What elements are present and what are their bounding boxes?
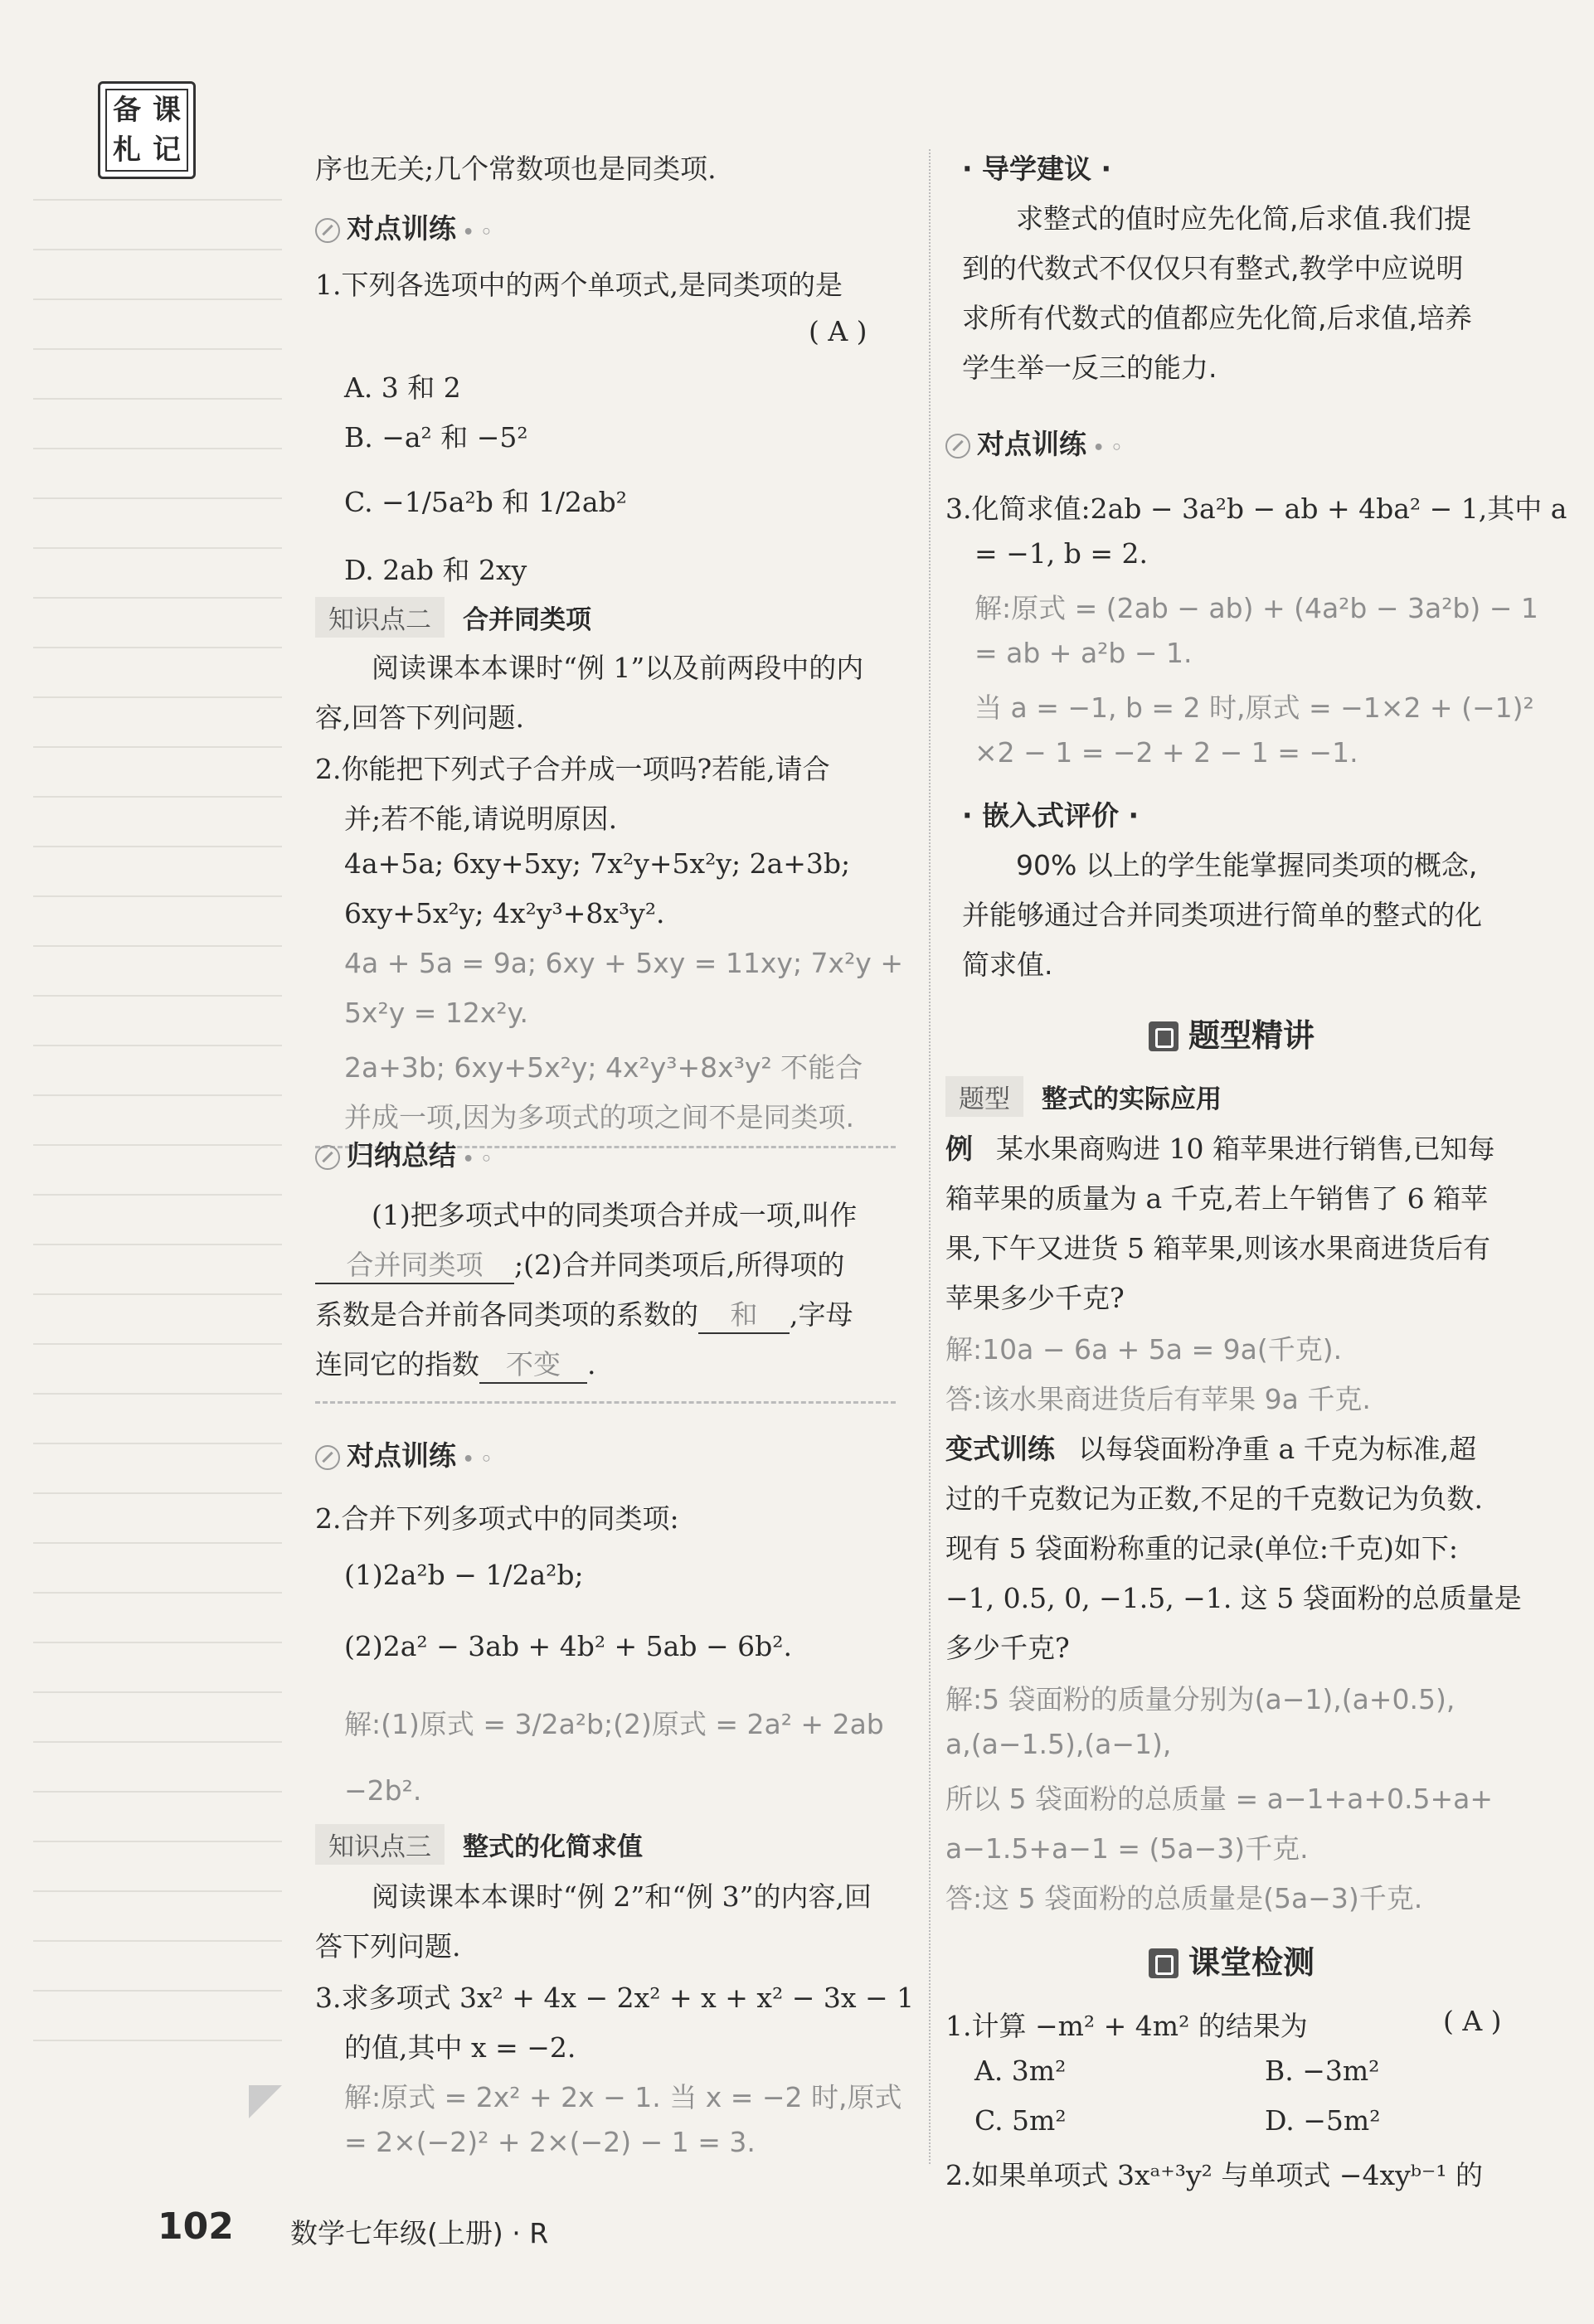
margin-line	[33, 647, 282, 648]
option-a: A. 3 和 2	[344, 371, 461, 404]
example-answer-1: 解:10a − 6a + 5a = 9a(千克).	[945, 1333, 1343, 1366]
question-1-answer: ( A )	[809, 315, 867, 347]
variant-line-5: 多少千克?	[945, 1632, 1070, 1664]
pencil-icon	[315, 1145, 340, 1170]
guide-heading: · 导学建议 ·	[962, 153, 1112, 185]
margin-line	[33, 1642, 282, 1643]
variant-line-2: 过的千克数记为正数,不足的千克数记为负数.	[945, 1482, 1483, 1515]
margin-line	[33, 199, 282, 201]
question-3-answer-1: 解:原式 = 2x² + 2x − 1. 当 x = −2 时,原式	[344, 2081, 902, 2113]
margin-line	[33, 1592, 282, 1594]
margin-line	[33, 1443, 282, 1444]
question-2-line-2: 并;若不能,请说明原因.	[344, 803, 618, 835]
guide-line-4: 学生举一反三的能力.	[962, 352, 1217, 384]
variant-line-1: 变式训练 以每袋面粉净重 a 千克为标准,超	[945, 1433, 1477, 1465]
question-type: 题型 整式的实际应用	[945, 1076, 1222, 1117]
margin-line	[33, 348, 282, 350]
blank-answer: 不变	[479, 1343, 587, 1384]
summary-line-3: 系数是合并前各同类项的系数的 和 ,字母	[315, 1293, 853, 1334]
check-question-2: 2.如果单项式 3xᵃ⁺³y² 与单项式 −4xyᵇ⁻¹ 的	[945, 2159, 1484, 2191]
variant-answer-5: 答:这 5 袋面粉的总质量是(5a−3)千克.	[945, 1882, 1423, 1914]
question-3-answer-2: = 2×(−2)² + 2×(−2) − 1 = 3.	[344, 2126, 756, 2158]
section-summary: 归纳总结 • ◦	[315, 1134, 492, 1173]
section-drill-2: 对点训练 • ◦	[315, 1434, 492, 1473]
margin-line	[33, 398, 282, 400]
question-3r-answer-4: ×2 − 1 = −2 + 2 − 1 = −1.	[974, 736, 1358, 769]
example-answer-2: 答:该水果商进货后有苹果 9a 千克.	[945, 1383, 1371, 1415]
question-3-line-1: 3.求多项式 3x² + 4x − 2x² + x + x² − 3x − 1	[315, 1982, 915, 2014]
question-1: 1.下列各选项中的两个单项式,是同类项的是	[315, 269, 843, 301]
summary-line-1: (1)把多项式中的同类项合并成一项,叫作	[372, 1199, 858, 1231]
question-3r-answer-1: 解:原式 = (2ab − ab) + (4a²b − 3a²b) − 1	[974, 592, 1538, 624]
margin-line	[33, 1542, 282, 1544]
margin-line	[33, 1343, 282, 1345]
question-2b-answer-2: −2b².	[344, 1774, 422, 1807]
question-2-line-1: 2.你能把下列式子合并成一项吗?若能,请合	[315, 753, 830, 785]
question-3r-line-2: = −1, b = 2.	[974, 537, 1149, 570]
section-class-check: 课堂检测	[1149, 1937, 1315, 1982]
logo-char: 札	[113, 133, 141, 167]
margin-line	[33, 1393, 282, 1395]
check-question-1-answer: ( A )	[1443, 2005, 1502, 2037]
margin-line	[33, 1691, 282, 1693]
logo-char: 记	[153, 133, 181, 167]
margin-line	[33, 1045, 282, 1046]
margin-line	[33, 1144, 282, 1146]
question-2-answer-4: 并成一项,因为多项式的项之间不是同类项.	[344, 1101, 854, 1133]
margin-line	[33, 1293, 282, 1295]
example-line-1: 例 某水果商购进 10 箱苹果进行销售,已知每	[945, 1133, 1495, 1165]
margin-line	[33, 1990, 282, 1992]
margin-line	[33, 696, 282, 698]
margin-line	[33, 1244, 282, 1245]
question-2-expr-1: 4a+5a; 6xy+5xy; 7x²y+5x²y; 2a+3b;	[344, 847, 851, 880]
variant-answer-2: a,(a−1.5),(a−1),	[945, 1728, 1172, 1760]
question-2b-part-1: (1)2a²b − 1/2a²b;	[344, 1559, 584, 1591]
example-line-3: 果,下午又进货 5 箱苹果,则该水果商进货后有	[945, 1232, 1490, 1264]
blank-answer: 和	[698, 1293, 790, 1334]
margin-line	[33, 547, 282, 549]
margin-line	[33, 1890, 282, 1892]
margin-line	[33, 1492, 282, 1494]
knowledge-point-3: 知识点三 整式的化简求值	[315, 1824, 643, 1865]
margin-line	[33, 298, 282, 300]
summary-line-4: 连同它的指数 不变 .	[315, 1343, 596, 1384]
margin-line	[33, 1791, 282, 1793]
question-2-expr-2: 6xy+5x²y; 4x²y³+8x³y².	[344, 897, 665, 929]
margin-line	[33, 2040, 282, 2041]
margin-line	[33, 1094, 282, 1096]
pencil-icon	[315, 218, 340, 243]
column-divider	[929, 149, 931, 2164]
margin-line	[33, 597, 282, 599]
evaluation-line-2: 并能够通过合并同类项进行简单的整式的化	[962, 899, 1482, 931]
example-line-2: 箱苹果的质量为 a 千克,若上午销售了 6 箱苹	[945, 1182, 1489, 1215]
blank-answer: 合并同类项	[315, 1244, 514, 1284]
page-corner-mark	[249, 2085, 282, 2118]
option-d: D. 2ab 和 2xy	[344, 554, 527, 586]
section-drill-1: 对点训练 • ◦	[315, 207, 492, 246]
check-option-a: A. 3m²	[974, 2055, 1067, 2087]
margin-line	[33, 895, 282, 897]
page-number: 102	[158, 2205, 234, 2248]
section-icon	[1149, 1021, 1178, 1051]
pencil-icon	[315, 1445, 340, 1470]
margin-line	[33, 945, 282, 947]
margin-line	[33, 448, 282, 449]
option-b: B. −a² 和 −5²	[344, 421, 528, 454]
section-icon	[1149, 1948, 1178, 1978]
summary-line-2: 合并同类项 ;(2)合并同类项后,所得项的	[315, 1244, 844, 1284]
kp2-read-line-1: 阅读课本本课时“例 1”以及前两段中的内	[372, 652, 864, 684]
margin-line	[33, 1741, 282, 1743]
margin-line	[33, 1194, 282, 1196]
margin-line	[33, 249, 282, 250]
question-2b: 2.合并下列多项式中的同类项:	[315, 1502, 679, 1535]
variant-line-4: −1, 0.5, 0, −1.5, −1. 这 5 袋面粉的总质量是	[945, 1582, 1522, 1614]
guide-line-3: 求所有代数式的值都应先化简,后求值,培养	[962, 302, 1472, 334]
logo-char: 课	[153, 94, 181, 127]
margin-line	[33, 995, 282, 997]
kp2-read-line-2: 容,回答下列问题.	[315, 701, 524, 734]
book-title: 数学七年级(上册) · R	[290, 2217, 549, 2249]
margin-line	[33, 1841, 282, 1842]
question-2b-part-2: (2)2a² − 3ab + 4b² + 5ab − 6b².	[344, 1630, 792, 1662]
check-option-d: D. −5m²	[1265, 2104, 1381, 2137]
margin-line	[33, 1940, 282, 1942]
summary-border-bottom	[315, 1401, 896, 1404]
variant-answer-1: 解:5 袋面粉的质量分别为(a−1),(a+0.5),	[945, 1683, 1455, 1715]
variant-line-3: 现有 5 袋面粉称重的记录(单位:千克)如下:	[945, 1532, 1458, 1565]
evaluation-line-3: 简求值.	[962, 949, 1053, 981]
question-3r-answer-3: 当 a = −1, b = 2 时,原式 = −1×2 + (−1)²	[974, 691, 1534, 724]
question-2-answer-2: 5x²y = 12x²y.	[344, 997, 528, 1029]
section-question-types: 题型精讲	[1149, 1010, 1315, 1055]
notes-logo	[98, 81, 196, 179]
section-drill-3: 对点训练 • ◦	[945, 423, 1122, 462]
kp3-read-line-1: 阅读课本本课时“例 2”和“例 3”的内容,回	[372, 1880, 872, 1913]
example-line-4: 苹果多少千克?	[945, 1282, 1125, 1314]
variant-answer-3: 所以 5 袋面粉的总质量 = a−1+a+0.5+a+	[945, 1783, 1493, 1815]
question-2-answer-3: 2a+3b; 6xy+5x²y; 4x²y³+8x³y² 不能合	[344, 1051, 863, 1084]
check-question-1: 1.计算 −m² + 4m² 的结果为	[945, 2010, 1308, 2042]
question-3r-line-1: 3.化简求值:2ab − 3a²b − ab + 4ba² − 1,其中 a	[945, 492, 1567, 525]
check-option-c: C. 5m²	[974, 2104, 1067, 2137]
guide-line-1: 求整式的值时应先化简,后求值.我们提	[1016, 202, 1471, 235]
check-option-b: B. −3m²	[1265, 2055, 1380, 2087]
evaluation-heading: · 嵌入式评价 ·	[962, 799, 1140, 832]
guide-line-2: 到的代数式不仅仅只有整式,教学中应说明	[962, 252, 1464, 284]
variant-answer-4: a−1.5+a−1 = (5a−3)千克.	[945, 1832, 1309, 1865]
pencil-icon	[945, 434, 970, 458]
question-2-answer-1: 4a + 5a = 9a; 6xy + 5xy = 11xy; 7x²y +	[344, 947, 903, 979]
question-2b-answer-1: 解:(1)原式 = 3/2a²b;(2)原式 = 2a² + 2ab	[344, 1708, 884, 1740]
question-3r-answer-2: = ab + a²b − 1.	[974, 637, 1193, 669]
margin-line	[33, 497, 282, 499]
knowledge-point-2: 知识点二 合并同类项	[315, 597, 591, 638]
margin-line	[33, 746, 282, 748]
intro-text: 序也无关;几个常数项也是同类项.	[315, 153, 717, 185]
evaluation-line-1: 90% 以上的学生能掌握同类项的概念,	[1016, 849, 1478, 881]
margin-line	[33, 796, 282, 798]
logo-char: 备	[113, 94, 141, 127]
question-3-line-2: 的值,其中 x = −2.	[344, 2031, 576, 2064]
option-c: C. −1/5a²b 和 1/2ab²	[344, 486, 627, 518]
margin-line	[33, 846, 282, 847]
kp3-read-line-2: 答下列问题.	[315, 1930, 461, 1963]
